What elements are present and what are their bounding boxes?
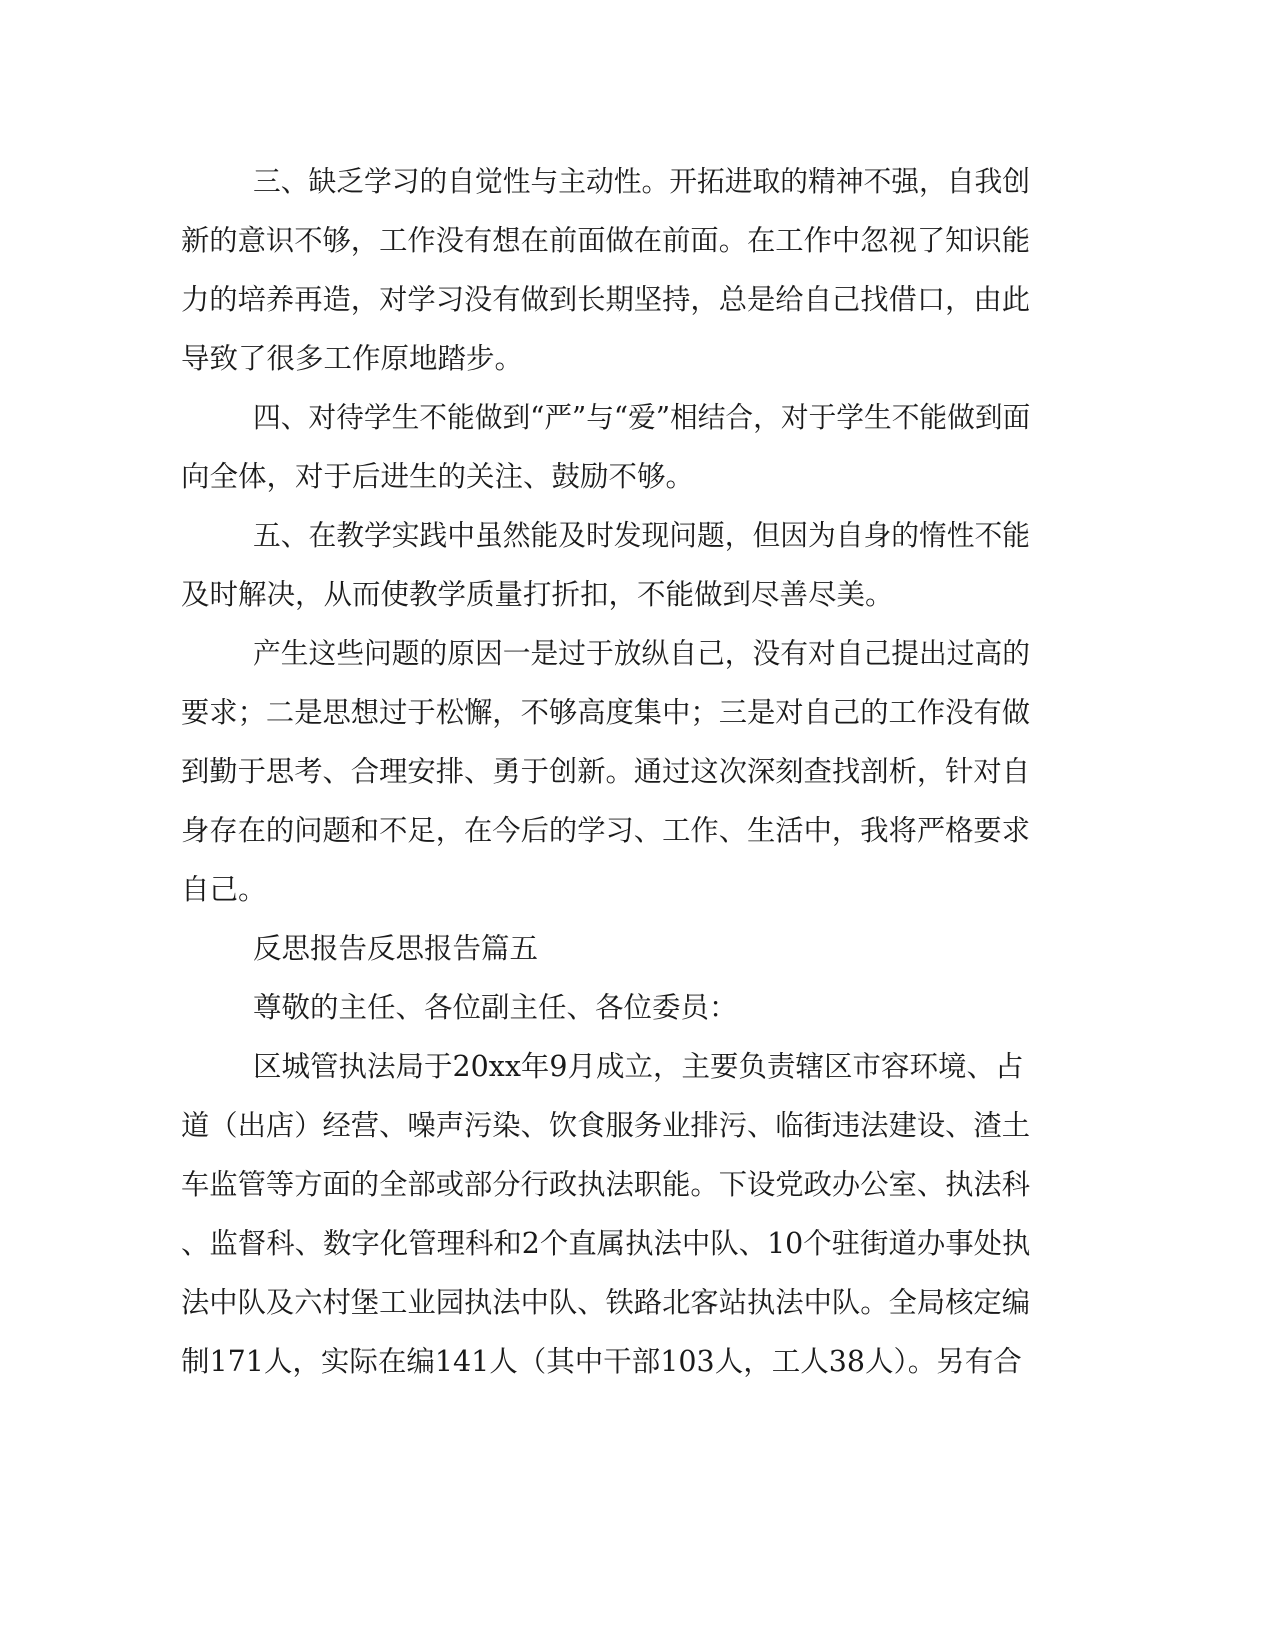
line-text: 产生这些问题的原因一是过于放纵自己，没有对自己提出过高的 [253,637,1031,670]
line-text: 区城管执法局于20xx年9月成立，主要负责辖区市容环境、占 [253,1050,1024,1083]
line-text: 车监管等方面的全部或部分行政执法职能。下设党政办公室、执法科 [181,1168,1031,1201]
text-line [0,1045,1275,1089]
text-line [0,1104,1275,1148]
line-text: 三、缺乏学习的自觉性与主动性。开拓进取的精神不强，自我创 [253,165,1031,198]
line-text: 向全体，对于后进生的关注、鼓励不够。 [181,460,695,493]
text-line [0,278,1275,322]
line-text: 身存在的问题和不足，在今后的学习、工作、生活中，我将严格要求 [181,814,1031,847]
line-text: 四、对待学生不能做到“严”与“爱”相结合，对于学生不能做到面 [253,401,1031,434]
text-line [0,632,1275,676]
text-line [0,455,1275,499]
text-line [0,573,1275,617]
line-text: 五、在教学实践中虽然能及时发现问题，但因为自身的惰性不能 [253,519,1031,552]
line-text: 力的培养再造，对学习没有做到长期坚持，总是给自己找借口，由此 [181,283,1031,316]
line-text: 法中队及六村堡工业园执法中队、铁路北客站执法中队。全局核定编 [181,1286,1031,1319]
text-line [0,691,1275,735]
section-heading: 反思报告反思报告篇五 [253,932,539,965]
line-text: 道（出店）经营、噪声污染、饮食服务业排污、临街违法建设、渣土 [181,1109,1031,1142]
text-line [0,809,1275,853]
line-text: 要求；二是思想过于松懈，不够高度集中；三是对自己的工作没有做 [181,696,1031,729]
text-line [0,1222,1275,1266]
salutation: 尊敬的主任、各位副主任、各位委员： [253,991,738,1024]
line-text: 自己。 [181,873,267,906]
text-line [0,160,1275,204]
text-line [0,1281,1275,1325]
line-text: 制171人，实际在编141人（其中干部103人，工人38人）。另有合 [181,1345,1022,1378]
line-text: 新的意识不够，工作没有想在前面做在前面。在工作中忽视了知识能 [181,224,1031,257]
text-line [0,750,1275,794]
line-text: 及时解决，从而使教学质量打折扣，不能做到尽善尽美。 [181,578,894,611]
text-line [0,986,1275,1030]
text-line [0,396,1275,440]
text-line [0,1340,1275,1384]
text-line [0,868,1275,912]
text-line [0,927,1275,971]
text-line [0,337,1275,381]
text-line [0,219,1275,263]
text-line [0,1163,1275,1207]
text-line [0,514,1275,558]
line-text: 导致了很多工作原地踏步。 [181,342,524,375]
line-text: 、监督科、数字化管理科和2个直属执法中队、10个驻街道办事处执 [181,1227,1031,1260]
line-text: 到勤于思考、合理安排、勇于创新。通过这次深刻查找剖析，针对自 [181,755,1031,788]
